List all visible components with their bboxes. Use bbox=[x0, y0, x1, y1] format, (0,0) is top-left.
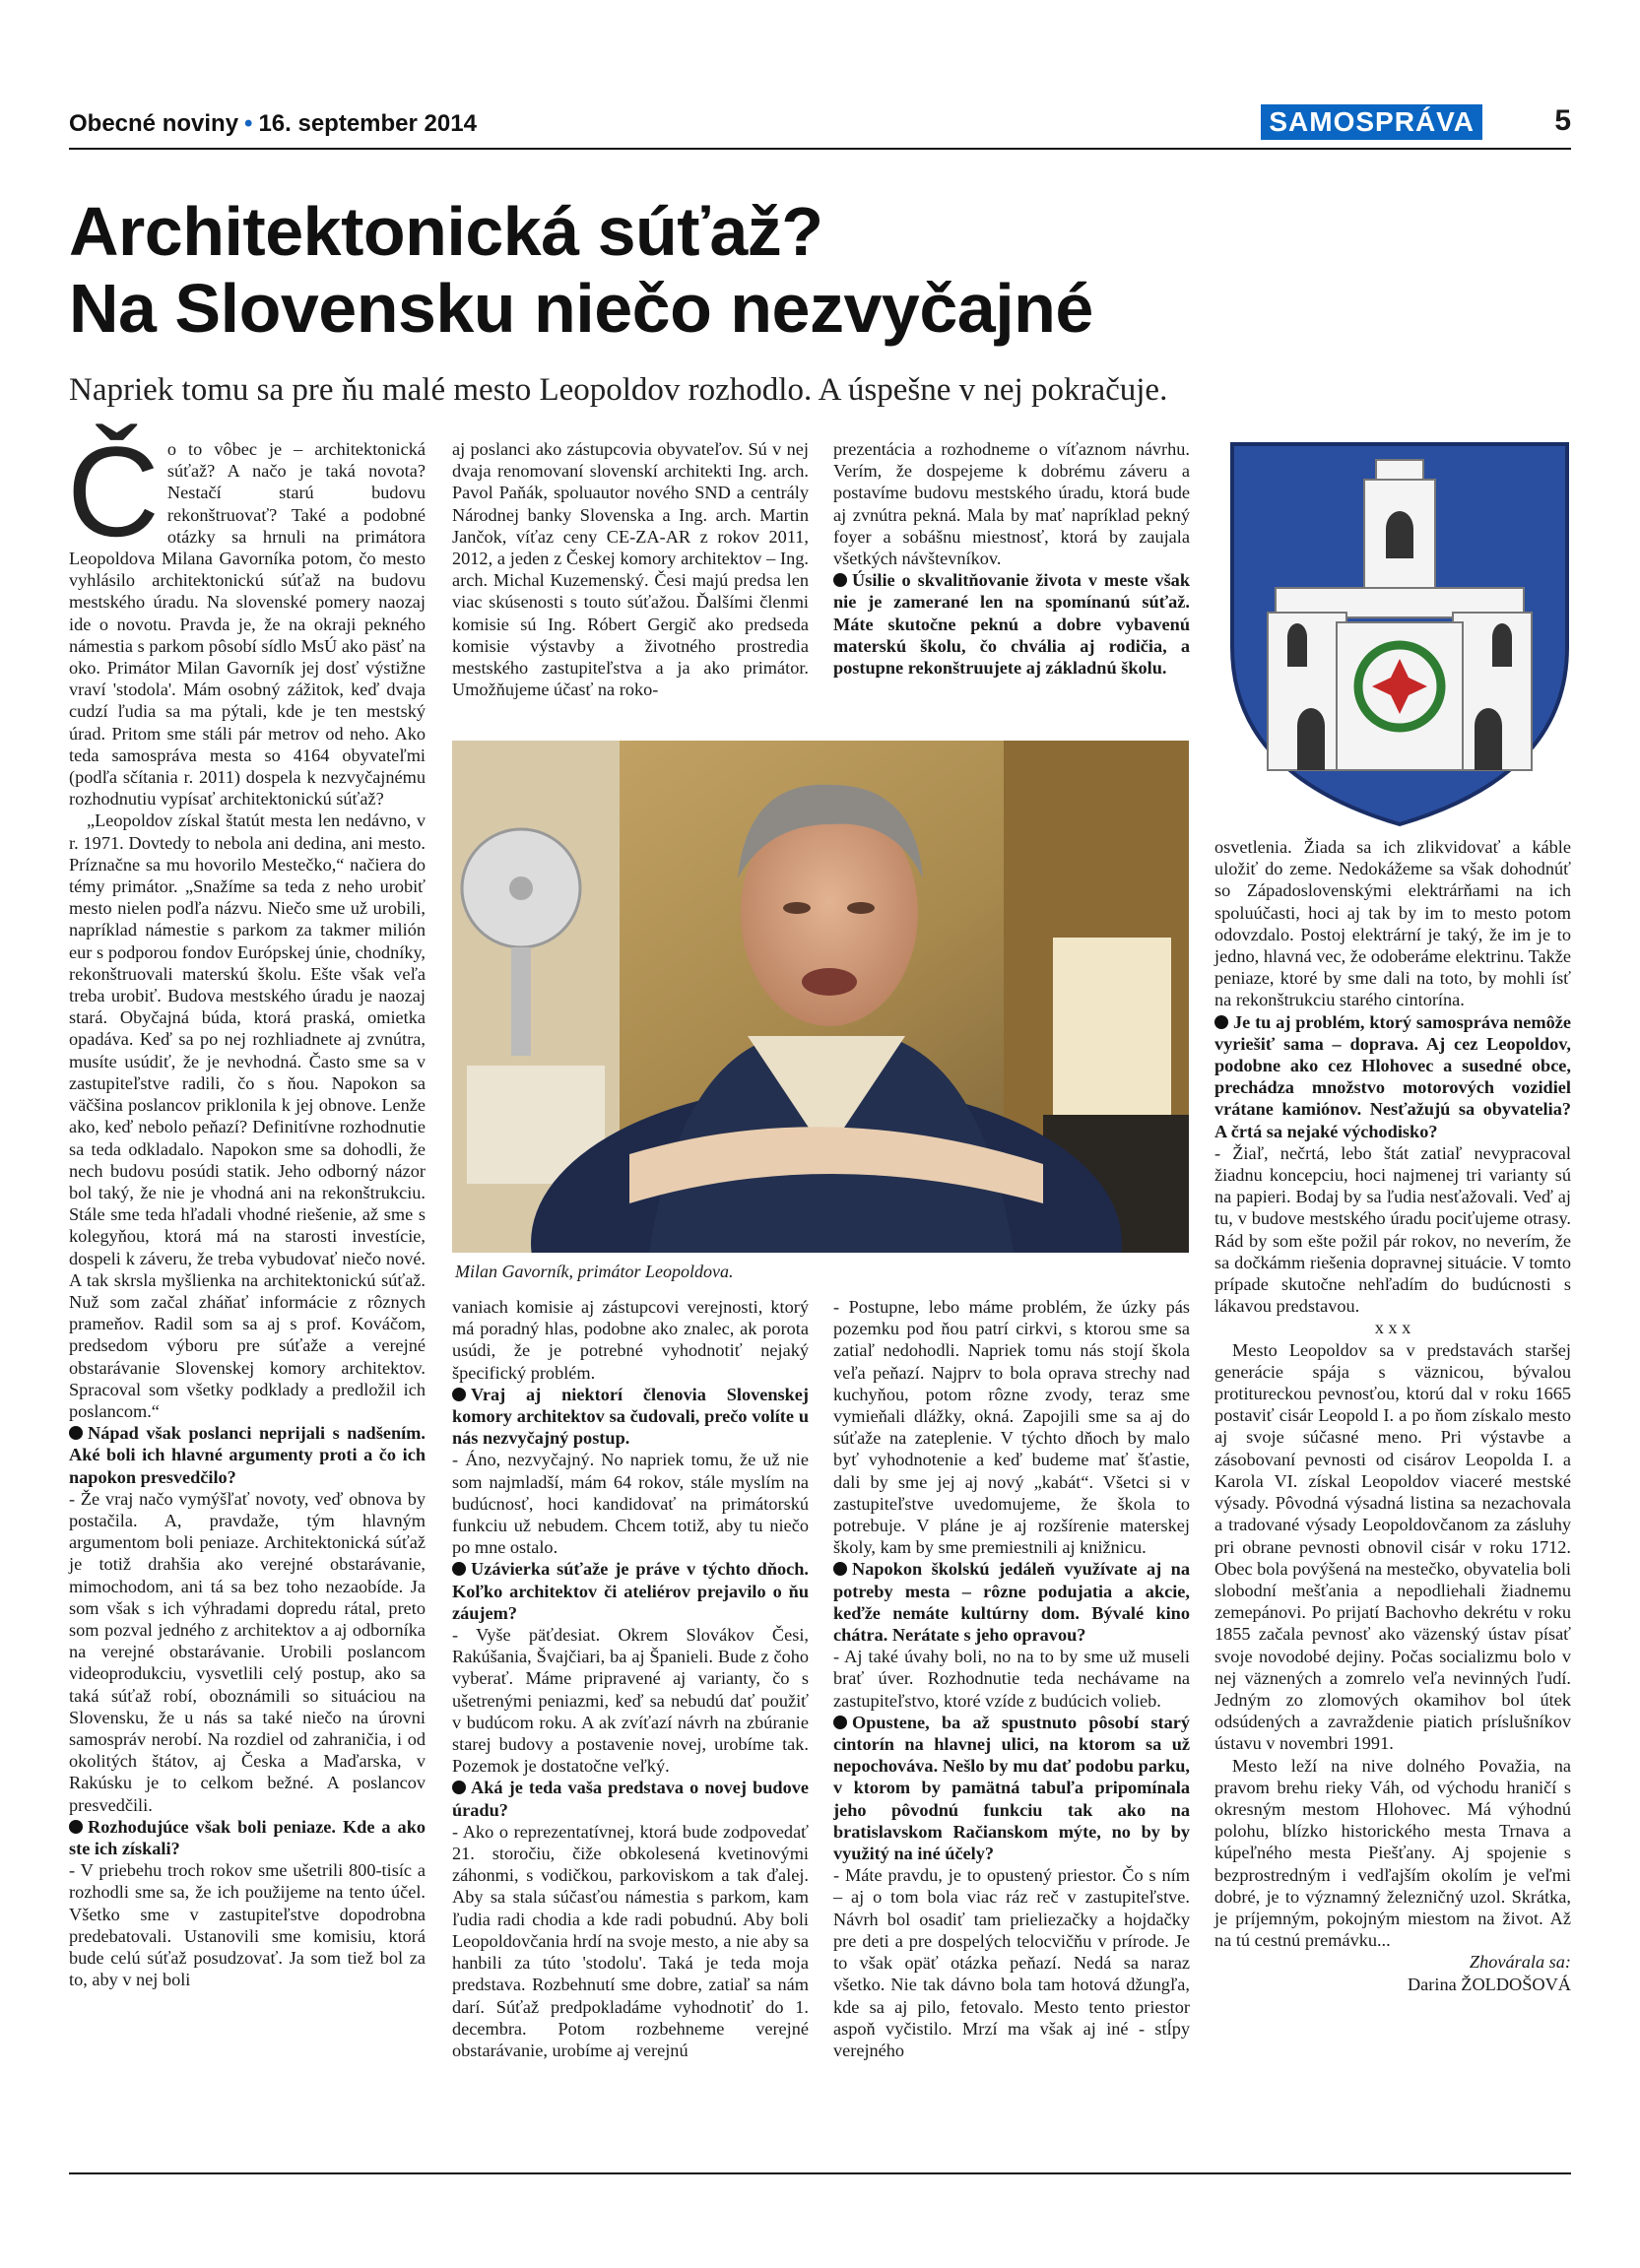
coat-of-arms-icon bbox=[1228, 440, 1571, 828]
answer: - Postupne, lebo máme problém, že úzky pás pozemku pod ňou patrí cirkvi, s ktorou sme sa zatiaľ nedohodli. Napriek tomu nás stojí škola veľa peňazí. Najprv to bola oprava strechy nad kuchyňou, potom rôzne zvody, teraz sme vymieňali dlážky, okná. Zapojili sme sa aj do súťaže na zateplenie. V týchto dňoch by malo byť vyhodnotenie a keď budeme mať šťastie, dali by sme jej aj nový „kabát“. Všetci si v zastupiteľstve uvedomujeme, že škola to potrebuje. V pláne je aj rozšírenie materskej školy, kam by sme premiestnili aj knižnicu. bbox=[833, 1297, 1190, 1558]
title-line-1: Architektonická súťaž? bbox=[69, 193, 823, 270]
article-subtitle: Napriek tomu sa pre ňu malé mesto Leopoldov rozhodlo. A úspešne v nej pokračuje. bbox=[69, 372, 1168, 408]
section-label: SAMOSPRÁVA bbox=[1261, 104, 1482, 140]
bullet-icon bbox=[833, 1716, 847, 1729]
question: Nápad však poslanci neprijali s nadšením. Aké boli ich hlavné argumenty proti a čo ich napokon presvedčilo? bbox=[69, 1423, 426, 1487]
answer: - Že vraj načo vymýšľať novoty, veď obnova by postačila. A, pravdaže, tým hlavným argumentom boli peniaze. Architektonická súťaž je totiž drahšia ako verejné obstarávanie, mimochodom, ani tá sa bez toho nezaobíde. Ja som však s ich výhradami dopredu rátal, preto som pozval jedného z architektov a aj odborníka na verejné obstarávanie. Urobili poslancom videoprodukciu, vysvetlili celý postup, ako sa taká súťaž robí, oboznámili so situáciou na Slovensku, že u nás sa také niečo na úrovni samospráv nerobí. Na rozdiel od zahraničia, i od okolitých štátov, aj Česka a Maďarska, v Rakúsku je to celkom bežné. A poslancov presvedčili. bbox=[69, 1488, 426, 1815]
answer: - Áno, nezvyčajný. No napriek tomu, že už nie som najmladší, mám 64 rokov, stále myslím na budúcnosť, hoci kandidovať na primátorskú funkciu už nebudem. Chcem totiž, aby tu niečo po mne ostalo. bbox=[452, 1450, 809, 1558]
column-4 bbox=[1214, 836, 1571, 1995]
issue-date: 16. september 2014 bbox=[258, 110, 477, 137]
answer: - Aj také úvahy boli, no na to by sme už museli brať úver. Rozhodnutie teda nechávame na zastupiteľstvo, ktoré vzíde z budúcich volieb. bbox=[833, 1647, 1190, 1711]
page-header bbox=[69, 102, 1571, 142]
answer: - Máte pravdu, je to opustený priestor. Čo s ním – aj o tom bola viac ráz reč v zastupiteľstve. Návrh bol osadiť tam prieliezačky a hojdačky pre deti a pre dospelých telocvičňu v prírode. Je to však opäť otázka peňazí. Nedá sa naraz všetko. Nie tak dávno bola tam hotová džungľa, kde sa aj pilo, fetovalo. Mesto tento priestor aspoň vyčistilo. Mrzí ma však aj iné - stĺpy verejného bbox=[833, 1865, 1190, 2060]
answer: - Vyše päťdesiat. Okrem Slovákov Česi, Rakúšania, Švajčiari, ba aj Španieli. Bude z čoho vyberať. Máme pripravené aj varianty, čo s ušetrenými peniazmi, keď sa nebudú dať použiť v budúcom roku. A ak zvíťazí návrh na zbúranie starej budovy a postavenie novej, urobíme tak. Pozemok je dostatočne veľký. bbox=[452, 1625, 809, 1777]
bullet-icon bbox=[69, 1426, 83, 1440]
section-separator: x x x bbox=[1374, 1318, 1411, 1338]
header-rule bbox=[69, 148, 1571, 150]
bullet-icon bbox=[452, 1781, 466, 1794]
bullet-icon bbox=[452, 1562, 466, 1576]
answer: - V priebehu troch rokov sme ušetrili 800-tisíc a rozhodli sme sa, že ich použijeme na tento účel. Všetko sme v zastupiteľstve dopodrobna predebatovali. Ustanovili sme komisiu, ktorá bude celú súťaž posudzovať. Ja som tiež bol za to, aby v nej boli bbox=[69, 1860, 426, 1990]
signoff-label: Zhovárala sa: bbox=[1469, 1952, 1571, 1973]
column-3-top bbox=[833, 438, 1190, 679]
bullet-icon bbox=[833, 1562, 847, 1576]
question: Napokon školskú jedáleň využívate aj na potreby mesta – rôzne podujatia a akcie, keďže nemáte kultúrny dom. Bývalé kino chátra. Nerátate s jeho opravou? bbox=[833, 1559, 1190, 1646]
bullet-icon bbox=[833, 573, 847, 587]
answer: - Žiaľ, nečrtá, lebo štát zatiaľ nevypracoval žiadnu koncepciu, hoci najmenej tri varianty sú na papieri. Bodaj by sa ľudia nesťažovali. Veď aj tu, v budove mestského úradu pociťujeme otrasy. Rád by som ešte požil pár rokov, no neverím, že sa dočkámm riešenia dopravnej situácie. V tomto prípade skutočne nehľadím do budúcnosti s lákavou predstavou. bbox=[1214, 1142, 1571, 1317]
question: Je tu aj problém, ktorý samospráva nemôže vyriešiť sama – doprava. Aj cez Leopoldov, podobne ako cez Hlohovec a susedné obce, prechádza množstvo motorových vozidiel vrátane kamiónov. Nesťažujú sa obyvatelia? A črtá sa nejaké východisko? bbox=[1214, 1011, 1571, 1141]
column-3-bottom bbox=[833, 1296, 1190, 2061]
body-paragraph: „Leopoldov získal štatút mesta len nedávno, v r. 1971. Dovtedy to nebola ani dedina, ani mesto. Príznačne sa mu hovorilo Mestečko,“ načiera do témy primátor. „Snažíme sa teda z neho urobiť mesto nielen podľa názvu. Niečo sme už urobili, napríklad námestie s parkom za takmer milión eur s podporou fondov Európskej únie, chodníky, rekonštruovali materskú školu. Ešte však veľa treba urobiť. Budova mestského úradu je naozaj stará. Obyčajná búda, ktorá praská, omietka opadáva. Keď sa po nej rozhliadnete aj zvnútra, musíte usúdiť, že je nevhodná. Často sme sa v zastupiteľstve radili, čo s ňou. Napokon sa väčšina poslancov priklonila k jej obnove. Lenže ako, keď nebolo peňazí? Definitívne rozhodnutie sa teda odkladalo. Napokon sme sa dohodli, že nech budovu posúdi statik. Jeho odborný názor bol taký, že nie je vhodná ani na rekonštrukciu. Stále sme teda hľadali vhodné riešenie, až sme s kolegyňou, ktorá má na starosti investície, dospeli k záveru, že treba vybudovať niečo nové. A tak skrsla myšlienka na architektonickú súťaž. Nuž som začal zháňať informácie z rôznych prameňov. Radil som sa aj s prof. Kováčom, predsedom výboru pre súťaže a verejné obstarávanie Slovenskej komory architektov. Spracoval som všetky podklady a predložil ich poslancom.“ bbox=[69, 810, 426, 1421]
column-1 bbox=[67, 420, 426, 1990]
photo-caption: Milan Gavorník, primátor Leopoldova. bbox=[455, 1262, 734, 1281]
title-line-2: Na Slovensku niečo nezvyčajné bbox=[69, 270, 1093, 347]
page-number: 5 bbox=[1554, 104, 1571, 137]
author-name: Darina ŽOLDOŠOVÁ bbox=[1407, 1974, 1571, 1994]
question: Opustene, ba až spustnuto pôsobí starý cintorín na hlavnej ulici, na ktorom sa už nepochováva. Nešlo by mu dať podobu parku, v ktorom by pamätná tabuľa pripomínala jeho pôvodnú funkciu tak ako na bratislavskom Račianskom mýte, no by by využitý na iné účely? bbox=[833, 1712, 1190, 1864]
masthead-info bbox=[69, 110, 477, 138]
article-title bbox=[69, 193, 1093, 347]
body-paragraph: prezentácia a rozhodneme o víťaznom návrhu. Verím, že dospejeme k dobrému záveru a postavíme budovu mestského úradu, ktorá bude aj zvnútra pekná. Mala by mať napríklad pekný foyer a sobášnu miestnosť, ktorá by zaujala všetkých návštevníkov. bbox=[833, 439, 1190, 569]
question: Uzávierka súťaže je práve v týchto dňoch. Koľko architektov či ateliérov prejavilo o ňu záujem? bbox=[452, 1559, 809, 1623]
column-2-bottom bbox=[452, 1296, 809, 2061]
body-paragraph: Mesto Leopoldov sa v predstavách staršej generácie spája s väznicou, bývalou protitureckou pevnosťou, ktorú dal v roku 1665 postaviť cisár Leopold I. a po ňom získalo mesto aj svoje súčasné meno. Pri výstavbe a zásobovaní pevnosti od cisárov Leopolda I. a Karola VI. získal Leopoldov viaceré mestské výsady. Pôvodná výsadná listina sa nezachovala a tradované výsady Leopoldovčanom za zásluhy pri obrane pevnosti obnovil cisár v roku 1712. Obec bola povýšená na mestečko, obyvatelia boli slobodní mešťania a nepodliehali žiadnemu zemepánovi. Po prijatí Bachovho dekrétu v roku 1855 začala pevnosť ako väzenský ústav písať svoje novodobé dejiny. Počas socializmu bolo v nej väznených a zomrelo veľa nevinných ľudí. Jedným zo zlomových okamihov bol útek odsúdených a zavraždenie piatich príslušníkov ústavu v novembri 1991. bbox=[1214, 1339, 1571, 1754]
newspaper-name: Obecné noviny bbox=[69, 110, 239, 137]
question: Úsilie o skvalitňovanie života v meste však nie je zamerané len na spomínanú súťaž. Máte skutočne peknú a dobre vybavenú materskú školu, čo chvália aj rodičia, a postupne rekonštruujete aj základnú školu. bbox=[833, 570, 1190, 679]
question: Vraj aj niektorí členovia Slovenskej komory architektov sa čudovali, prečo volíte u nás nezvyčajný postup. bbox=[452, 1384, 809, 1449]
bullet-icon bbox=[69, 1820, 83, 1834]
body-paragraph: vaniach komisie aj zástupcovi verejnosti, ktorý má poradný hlas, podobne ako znalec, ak porota usúdi, že je potrebné vyhodnotiť nejaký špecifický problém. bbox=[452, 1297, 809, 1383]
body-paragraph: aj poslanci ako zástupcovia obyvateľov. Sú v nej dvaja renomovaní slovenskí architekti Ing. arch. Pavol Paňák, spoluautor nového SND a centrály Národnej banky Slovenska a Ing. arch. Martin Jančok, víťaz ceny CE-ZA-AR z rokov 2011, 2012, a jeden z Českej komory architektov – Ing. arch. Michal Kuzemenský. Česi majú predsa len viac skúsenosti s touto súťažou. Ďalšími členmi komisie sú Ing. Róbert Gergič ako predseda komisie výstavby a životného prostredia mestského zastupiteľstva a ja ako primátor. Umožňujeme účasť na roko- bbox=[452, 439, 809, 700]
drop-cap: Č bbox=[67, 420, 160, 563]
question: Aká je teda vaša predstava o novej budove úradu? bbox=[452, 1778, 809, 1820]
question: Rozhodujúce však boli peniaze. Kde a ako ste ich získali? bbox=[69, 1816, 426, 1858]
separator-dot: • bbox=[244, 110, 253, 137]
portrait-photo bbox=[452, 741, 1189, 1253]
intro-paragraph: o to vôbec je – architektonická súťaž? A načo je taká novota? Nestačí starú budovu rekonštruovať? Také a podobné otázky sa hrnuli na primátora Leopoldova Milana Gavorníka potom, čo mesto vyhlásilo architektonickú súťaž na budovu mestského úradu. Na slovenské pomery naozaj ide o novotu. Pravda je, že na okraji pekného námestia s parkom pôsobí sídlo MsÚ ako päsť na oko. Primátor Milan Gavorník jej dosť výstižne vraví 'stodola'. Mám osobný zážitok, keď dvaja cudzí ľudia sa ma pýtali, kde je ten mestský úrad. Pritom sme stáli pár metrov od neho. Ako teda samospráva mesta so 4164 obyvateľmi (podľa sčítania r. 2011) dospela k nezvyčajnému rozhodnutiu vypísať architektonickú súťaž? bbox=[69, 439, 426, 810]
bullet-icon bbox=[452, 1388, 466, 1401]
footer-rule bbox=[69, 2172, 1571, 2174]
answer: osvetlenia. Žiada sa ich zlikvidovať a káble uložiť do zeme. Nedokážeme sa však dohodnúť so Západoslovenskými elektrárňami na ich spoluúčasti, hoci aj tak by im to mesto potom odovzdalo. Postoj elektrární je taký, že im je to jedno, hlavná vec, že odoberáme elektrinu. Takže peniaze, ktoré by sme dali na toto, by mohli ísť na rekonštrukciu starého cintorína. bbox=[1214, 837, 1571, 1010]
body-paragraph: Mesto leží na nive dolného Považia, na pravom brehu rieky Váh, od východu hraničí s okresným mestom Hlohovec. Má výhodnú polohu, blízko historického mesta Trnava a kúpeľného mesta Piešťany. Aj spojenie s bezprostredným i vedľajším okolím je veľmi dobré, je to významný železničný uzol. Skrátka, je príjemným, pokojným miestom na život. Až na tú cestnú premávku... bbox=[1214, 1755, 1571, 1951]
bullet-icon bbox=[1214, 1015, 1228, 1029]
answer: - Ako o reprezentatívnej, ktorá bude zodpovedať 21. storočiu, čiže obkolesená kvetinovými záhonmi, s vodičkou, parkoviskom a tak ďalej. Aby sa stala súčasťou námestia s parkom, kam ľudia radi chodia a kde radi pobudnú. Aby boli Leopoldovčania hrdí na svoje mesto, a nie aby sa hanbili za túto 'stodolu'. Taká je teda moja predstava. Rozbehnutí sme dobre, zatiaľ sa nám darí. Súťaž predpokladáme vyhodnotiť do 1. decembra. Potom rozbehneme verejné obstarávanie, urobíme aj verejnú bbox=[452, 1821, 809, 2060]
column-2-top bbox=[452, 438, 809, 700]
